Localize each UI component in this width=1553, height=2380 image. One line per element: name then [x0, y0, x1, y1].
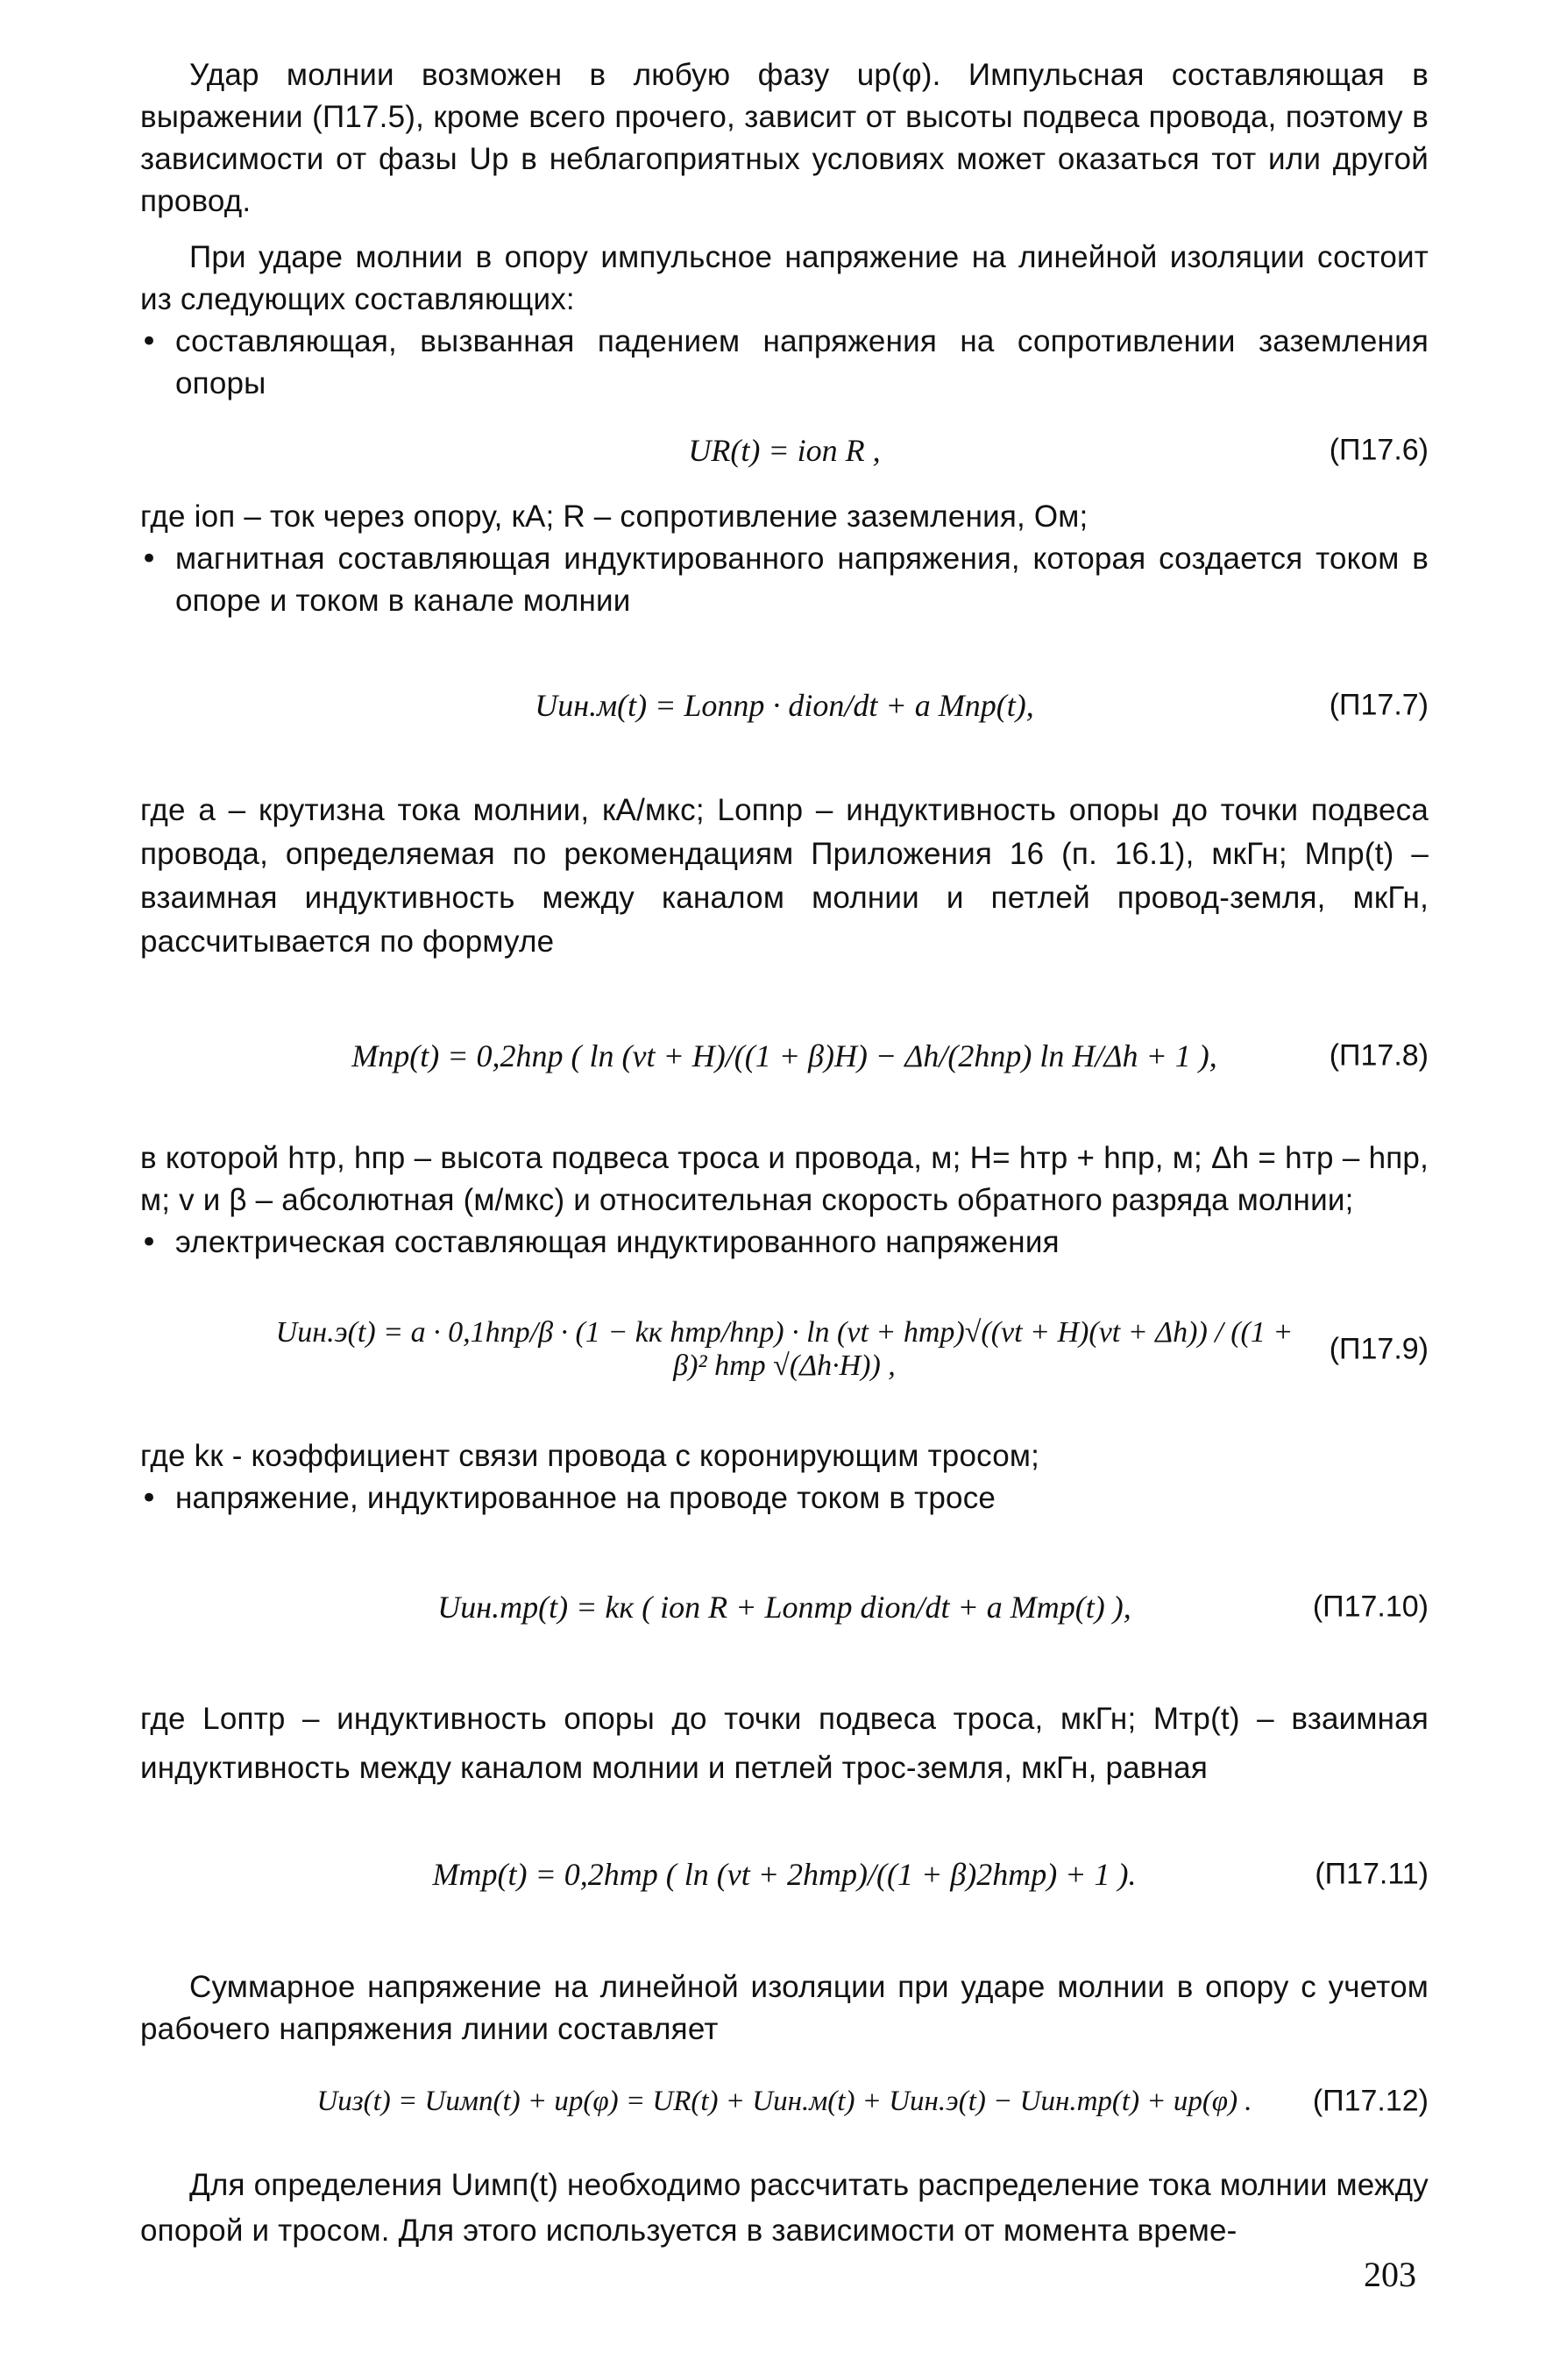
equation-p17-6: [140, 419, 1429, 482]
equation-p17-11: [140, 1817, 1429, 1931]
page-number: 203: [1364, 2255, 1416, 2294]
document-page: [140, 54, 1429, 2254]
bullet-magnetic-component: [140, 538, 1429, 622]
equation-p17-9: [140, 1288, 1429, 1411]
bullet-marker: •: [140, 542, 159, 577]
equation-number: (П17.6): [1329, 433, 1429, 467]
bullet-grounding-component: [140, 321, 1429, 405]
paragraph-total-voltage: Суммарное напряжение на линейной изоляции при ударе молнии в опору с учетом рабочего напряжения линии составляет: [140, 1970, 1429, 2046]
equation-expression: Mтр(t) = 0,2hтр ( ln (vt + 2hтр)/((1 + β)2hтр) + 1 ).: [432, 1857, 1137, 1892]
equation-number: (П17.11): [1315, 1857, 1429, 1891]
paragraph-impulse-components: При ударе молнии в опору импульсное напряжение на линейной изоляции состоит из следующих составляющих:: [140, 240, 1429, 316]
paragraph-where-a: где a – крутизна тока молнии, кА/мкс; Lопnp – индуктивность опоры до точки подвеса провода, определяемая по рекомендациям Приложения 16 (п. 16.1), мкГн; Mпр(t) – взаимная индуктивность между каналом молнии и петлей провод-земля, мкГн, рассчитывается по формуле: [140, 793, 1429, 959]
equation-expression: Uиз(t) = Uимп(t) + uр(φ) = UR(t) + Uин.м(t) + Uин.э(t) − Uин.тр(t) + uр(φ) .: [316, 2085, 1252, 2117]
bullet-marker: •: [140, 1225, 159, 1260]
bullet-electric-component: [140, 1222, 1429, 1264]
equation-expression: Mпр(t) = 0,2hпр ( ln (vt + H)/((1 + β)H) − Δh/(2hпр) ln H/Δh + 1 ),: [351, 1038, 1217, 1073]
equation-number: (П17.12): [1312, 2084, 1429, 2118]
paragraph-current-distribution: Для определения Uимп(t) необходимо рассчитать распределение тока молнии между опорой и тросом. Для этого используется в зависимости от момента време-: [140, 2168, 1429, 2248]
bullet-text: напряжение, индуктированное на проводе током в тросе: [175, 1481, 996, 1515]
bullet-marker: •: [140, 324, 159, 359]
bullet-induced-by-wire: [140, 1477, 1429, 1519]
paragraph-where-heights: в которой hтр, hпр – высота подвеса троса и провода, м; H= hтр + hпр, м; Δh = hтр – hпр, м; v и β – абсолютная (м/мкс) и относительная скорость обратного разряда молнии;: [140, 1141, 1429, 1217]
equation-p17-8: [140, 999, 1429, 1113]
paragraph-phase: Удар молнии возможен в любую фазу uр(φ). Импульсная составляющая в выражении (П17.5), кроме всего прочего, зависит от высоты подвеса провода, поэтому в зависимости от фазы Uр в неблагоприятных условиях может оказаться тот или другой провод.: [140, 58, 1429, 218]
bullet-text: составляющая, вызванная падением напряжения на сопротивлении заземления опоры: [175, 324, 1429, 400]
bullet-text: магнитная составляющая индуктированного напряжения, которая создается током в опоре и током в канале молнии: [175, 542, 1429, 618]
equation-p17-7: [140, 657, 1429, 754]
paragraph-where-kk: где kк - коэффициент связи провода с коронирующим тросом;: [140, 1439, 1040, 1473]
equation-expression: Uин.э(t) = a · 0,1hпр/β · (1 − kк hтр/hпр) · ln (vt + hтр)√((vt + H)(vt + Δh)) / ((1 + β)² hтр √(Δh·H)) ,: [275, 1316, 1294, 1382]
paragraph-where-l-tr: где Lоптр – индуктивность опоры до точки подвеса троса, мкГн; Mтр(t) – взаимная индуктивность между каналом молнии и петлей трос-земля, мкГн, равная: [140, 1702, 1429, 1785]
equation-expression: Uин.тр(t) = kк ( iоп R + Lоптр diоп/dt + a Mтр(t) ),: [437, 1590, 1131, 1625]
equation-expression: UR(t) = iоп R ,: [688, 433, 881, 468]
equation-p17-10: [140, 1555, 1429, 1660]
equation-number: (П17.8): [1329, 1038, 1429, 1073]
equation-number: (П17.7): [1329, 688, 1429, 722]
equation-number: (П17.10): [1312, 1590, 1429, 1624]
equation-number: (П17.9): [1329, 1332, 1429, 1366]
paragraph-where-iop: где iоп – ток через опору, кА; R – сопротивление заземления, Ом;: [140, 499, 1089, 534]
bullet-text: электрическая составляющая индуктированного напряжения: [175, 1225, 1060, 1259]
bullet-marker: •: [140, 1481, 159, 1516]
equation-p17-12: [140, 2075, 1429, 2128]
equation-expression: Uин.м(t) = Lопnp · diоп/dt + a Mпр(t),: [535, 688, 1034, 723]
